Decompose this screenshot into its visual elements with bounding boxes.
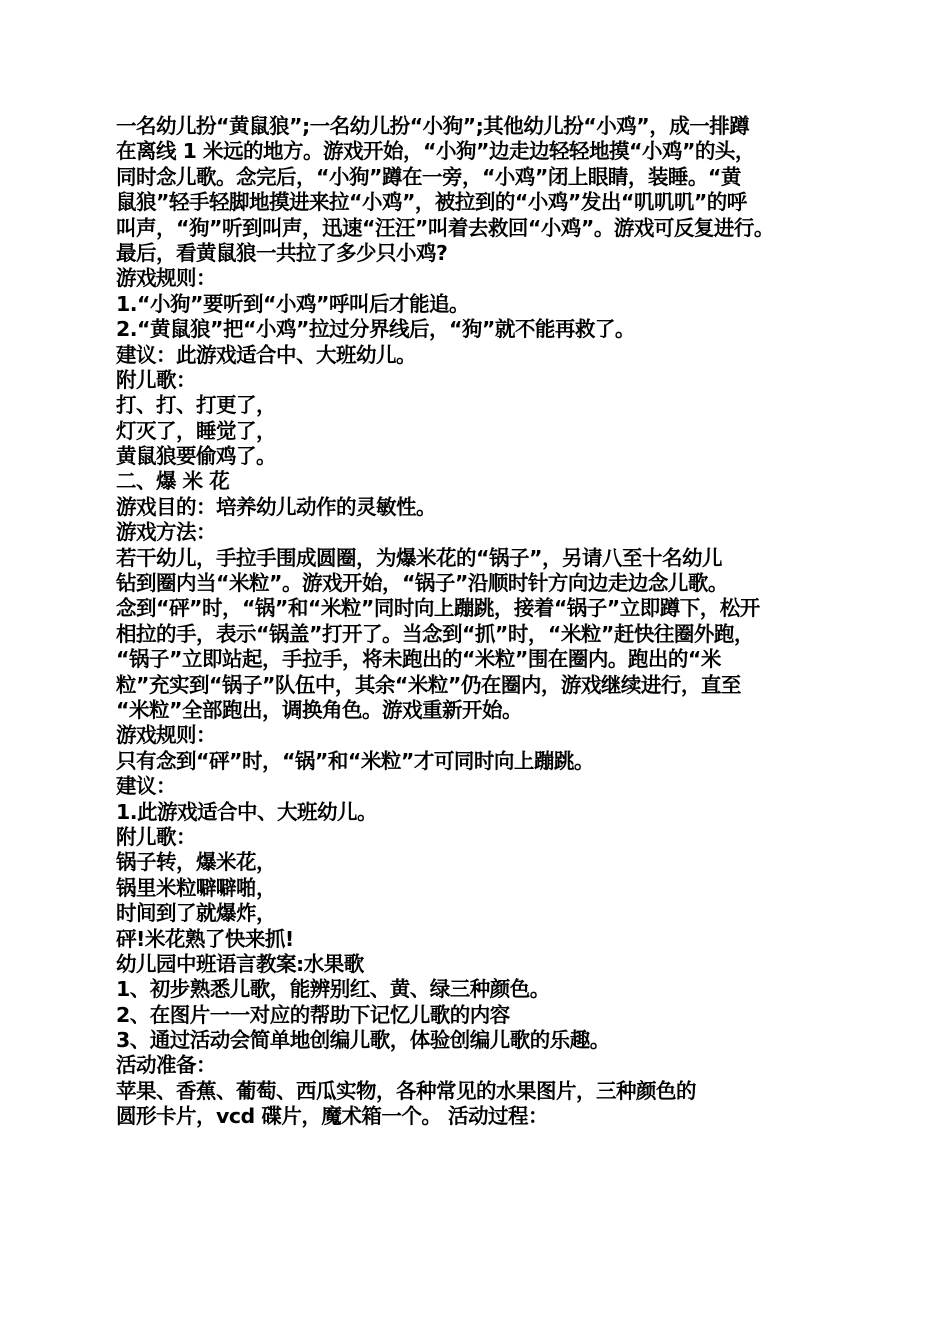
text-line: 1、初步熟悉儿歌，能辨别红、黄、绿三种颜色。 bbox=[116, 977, 550, 1002]
text-line: 建议： bbox=[116, 774, 176, 799]
text-line: 游戏方法： bbox=[116, 520, 216, 545]
text-line: 时间到了就爆炸， bbox=[116, 901, 276, 926]
text-line: 附儿歌： bbox=[116, 824, 196, 849]
text-line: 一名幼儿扮“黄鼠狼”;一名幼儿扮“小狗”;其他幼儿扮“小鸡”，成一排蹲 bbox=[116, 114, 750, 138]
text-line: 二、爆 米 花 bbox=[116, 469, 230, 494]
text-line: 活动准备： bbox=[116, 1053, 216, 1078]
text-line: 3、通过活动会简单地创编儿歌，体验创编儿歌的乐趣。 bbox=[116, 1028, 610, 1053]
text-line: 相拉的手，表示“锅盖”打开了。当念到“抓”时，“米粒”赶快往圈外跑， bbox=[116, 621, 754, 646]
text-line: 2、在图片一一对应的帮助下记忆儿歌的内容 bbox=[116, 1002, 510, 1027]
text-line: 只有念到“砰”时，“锅”和“米粒”才可同时向上蹦跳。 bbox=[116, 748, 594, 773]
text-line: 钻到圈内当“米粒”。游戏开始，“锅子”沿顺时针方向边走边念儿歌。 bbox=[116, 571, 728, 596]
text-line: 游戏规则： bbox=[116, 723, 216, 748]
text-line: “米粒”全部跑出，调换角色。游戏重新开始。 bbox=[116, 697, 522, 722]
text-line: 砰!米花熟了快来抓! bbox=[116, 926, 294, 951]
text-line: 灯灭了，睡觉了， bbox=[116, 418, 276, 443]
text-line: 念到“砰”时，“锅”和“米粒”同时向上蹦跳，接着“锅子”立即蹲下，松开 bbox=[116, 596, 760, 621]
document-body bbox=[116, 114, 856, 1130]
text-line: 叫声，“狗”听到叫声，迅速“汪汪”叫着去救回“小鸡”。游戏可反复进行。 bbox=[116, 215, 774, 240]
text-line: 打、打、打更了， bbox=[116, 393, 276, 418]
text-line: 苹果、香蕉、葡萄、西瓜实物，各种常见的水果图片，三种颜色的 bbox=[116, 1078, 696, 1103]
text-line: 最后，看黄鼠狼一共拉了多少只小鸡? bbox=[116, 240, 448, 265]
text-line: “锅子”立即站起，手拉手，将未跑出的“米粒”围在圈内。跑出的“米 bbox=[116, 647, 721, 672]
text-line: 同时念儿歌。念完后，“小狗”蹲在一旁，“小鸡”闭上眼睛，装睡。“黄 bbox=[116, 164, 741, 189]
text-line: 游戏目的：培养幼儿动作的灵敏性。 bbox=[116, 494, 436, 519]
text-line: 粒”充实到“锅子”队伍中，其余“米粒”仍在圈内，游戏继续进行，直至 bbox=[116, 672, 741, 697]
text-line: 锅里米粒噼噼啪， bbox=[116, 875, 276, 900]
text-line: 在离线 1 米远的地方。游戏开始，“小狗”边走边轻轻地摸“小鸡”的头， bbox=[116, 139, 755, 164]
text-line: 若干幼儿，手拉手围成圆圈，为爆米花的“锅子”，另请八至十名幼儿 bbox=[116, 545, 722, 570]
text-line: 1.此游戏适合中、大班幼儿。 bbox=[116, 799, 378, 824]
text-line: 圆形卡片，vcd 碟片，魔术箱一个。 活动过程： bbox=[116, 1104, 548, 1129]
text-line: 鼠狼”轻手轻脚地摸进来拉“小鸡”，被拉到的“小鸡”发出“叽叽叽”的呼 bbox=[116, 190, 747, 215]
text-line: 1.“小狗”要听到“小鸡”呼叫后才能追。 bbox=[116, 291, 469, 316]
text-line: 附儿歌： bbox=[116, 367, 196, 392]
text-line: 游戏规则： bbox=[116, 266, 216, 291]
text-line: 黄鼠狼要偷鸡了。 bbox=[116, 444, 276, 469]
text-line: 幼儿园中班语言教案:水果歌 bbox=[116, 951, 364, 976]
text-line: 建议：此游戏适合中、大班幼儿。 bbox=[116, 342, 416, 367]
text-line: 锅子转，爆米花， bbox=[116, 850, 276, 875]
text-line: 2.“黄鼠狼”把“小鸡”拉过分界线后，“狗”就不能再救了。 bbox=[116, 317, 635, 342]
